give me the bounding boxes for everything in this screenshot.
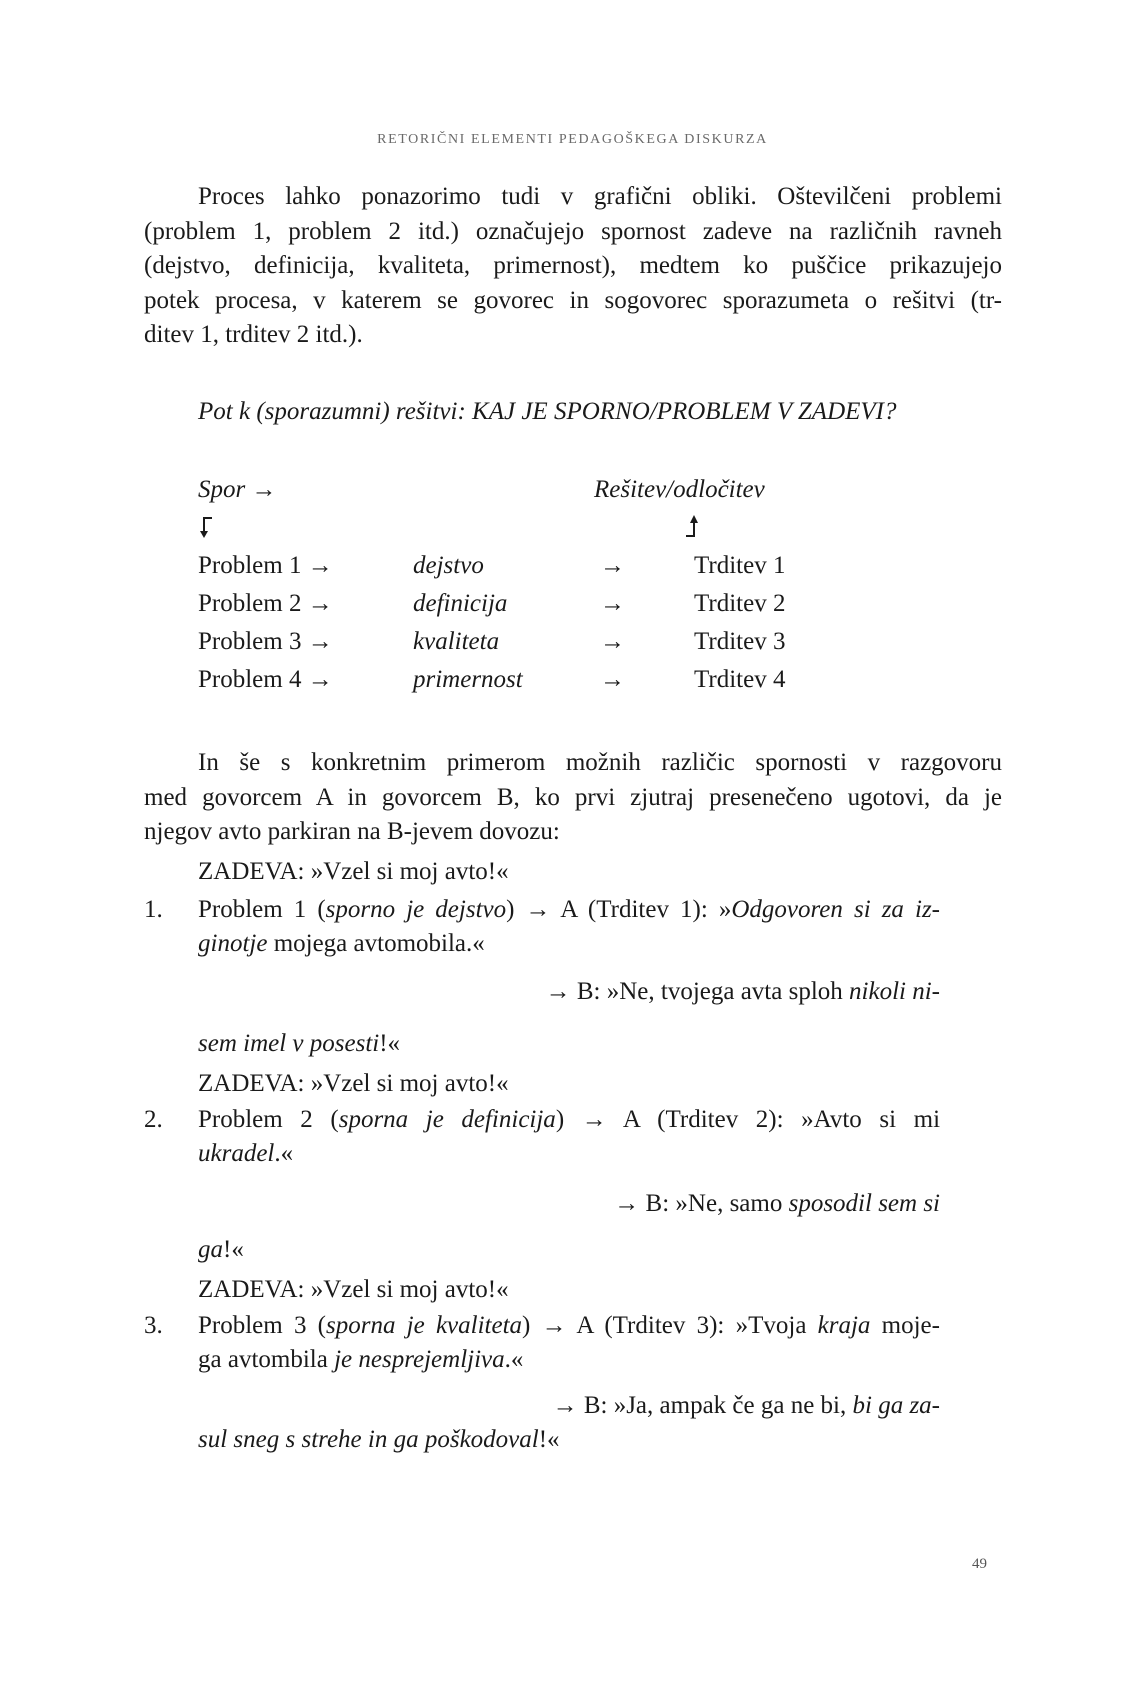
claim-a-line: [198, 1312, 940, 1340]
text-italic: je nesprejemljiva: [334, 1346, 505, 1373]
response-b-line: [614, 1190, 940, 1218]
diagram-problem: Problem 2 →: [198, 590, 333, 617]
diagram-arrow: →: [600, 590, 625, 617]
diagram-level: primernost: [413, 666, 523, 693]
text: .«: [504, 1346, 524, 1373]
diagram-problem: Problem 4 →: [198, 666, 333, 693]
paragraph-line: Proces lahko ponazorimo tudi v grafični obliki. Oštevilčeni problemi: [198, 183, 1002, 210]
diagram-arrow: →: [600, 628, 625, 655]
text: !«: [379, 1030, 401, 1057]
paragraph-line: njegov avto parkiran na B-jevem dovozu:: [144, 818, 560, 845]
text-italic: kraja: [817, 1312, 871, 1339]
text-italic: nikoli ni-: [849, 978, 940, 1005]
text-italic: ukradel: [198, 1140, 275, 1167]
response-b-line: [198, 1236, 244, 1264]
text: Problem 1 (: [198, 896, 326, 923]
text-italic: sposodil sem si: [788, 1190, 940, 1217]
response-b-line: [546, 978, 940, 1006]
paragraph-line: (dejstvo, definicija, kvaliteta, primernost), medtem ko puščice prikazujejo: [144, 252, 1002, 279]
diagram-end-label: Rešitev/odločitev: [594, 476, 765, 503]
response-b-line: [198, 1426, 560, 1454]
claim-a-line: [198, 1140, 293, 1168]
diagram-claim: Trditev 4: [694, 666, 786, 693]
diagram-arrow: →: [600, 666, 625, 693]
text-italic: bi ga za-: [852, 1392, 940, 1419]
text: ) → A (Trditev 1): »: [506, 896, 732, 923]
response-b-line: [198, 1030, 400, 1058]
list-number: 1.: [144, 896, 163, 923]
paragraph-line: med govorcem A in govorcem B, ko prvi zjutraj presenečeno ugotovi, da je: [144, 783, 1002, 811]
case-statement: ZADEVA: »Vzel si moj avto!«: [198, 1070, 509, 1097]
running-header: RETORIČNI ELEMENTI PEDAGOŠKEGA DISKURZA: [377, 132, 768, 147]
paragraph-line: ditev 1, trditev 2 itd.).: [144, 321, 363, 348]
diagram-claim: Trditev 3: [694, 628, 786, 655]
text: .«: [274, 1140, 294, 1167]
up-turn-arrow-icon: [684, 514, 698, 538]
text-italic: ginotje: [198, 930, 268, 957]
claim-a-line: [198, 896, 940, 924]
diagram-level: definicija: [413, 590, 508, 617]
text: Problem 2 (: [198, 1106, 339, 1133]
diagram-claim: Trditev 2: [694, 590, 786, 617]
text: → B: »Ja, ampak če ga ne bi,: [552, 1392, 853, 1419]
text: ) → A (Trditev 2): »Avto si mi: [555, 1106, 941, 1133]
text: moje-: [870, 1312, 940, 1339]
case-statement: ZADEVA: »Vzel si moj avto!«: [198, 1276, 509, 1303]
paragraph-line: potek procesa, v katerem se govorec in sogovorec sporazumeta o rešitvi (tr-: [144, 286, 1002, 314]
text-italic: Odgovoren si za iz-: [731, 896, 940, 923]
response-b-line: [553, 1392, 940, 1420]
diagram-level: kvaliteta: [413, 628, 500, 655]
diagram-claim: Trditev 1: [694, 552, 786, 579]
text: → B: »Ne, samo: [614, 1190, 789, 1217]
text-italic: sporna je definicija: [338, 1106, 556, 1133]
case-statement: ZADEVA: »Vzel si moj avto!«: [198, 858, 509, 885]
list-number: 3.: [144, 1312, 163, 1339]
text: !«: [538, 1426, 560, 1453]
text-italic: sul sneg s strehe in ga poškodoval: [198, 1426, 539, 1453]
text: ) → A (Trditev 3): »Tvoja: [522, 1312, 818, 1339]
diagram-start-label: Spor →: [198, 476, 277, 503]
text-italic: sporna je kvaliteta: [326, 1312, 523, 1339]
diagram-problem: Problem 3 →: [198, 628, 333, 655]
text-italic: sem imel v posesti: [198, 1030, 380, 1057]
text: ga avtombila: [198, 1346, 335, 1373]
text: Problem 3 (: [198, 1312, 326, 1339]
page-number: 49: [972, 1556, 987, 1572]
text: → B: »Ne, tvojega avta sploh: [545, 978, 850, 1005]
text: mojega avtomobila.«: [267, 930, 485, 957]
claim-a-line: [198, 1346, 523, 1374]
diagram-level: dejstvo: [413, 552, 484, 579]
diagram-problem: Problem 1 →: [198, 552, 333, 579]
claim-a-line: [198, 930, 485, 958]
diagram-arrow: →: [600, 552, 625, 579]
paragraph-example-intro: [144, 746, 1002, 850]
claim-a-line: [198, 1106, 940, 1134]
text-italic: sporno je dejstvo: [325, 896, 507, 923]
down-turn-arrow-icon: [200, 516, 214, 538]
text: !«: [223, 1236, 244, 1263]
list-number: 2.: [144, 1106, 163, 1133]
paragraph-line: In še s konkretnim primerom možnih različic spornosti v razgovoru: [198, 749, 1002, 776]
paragraph-line: (problem 1, problem 2 itd.) označujejo spornost zadeve na različnih ravneh: [144, 217, 1002, 245]
paragraph-intro: [144, 180, 1002, 353]
diagram-title: Pot k (sporazumni) rešitvi: KAJ JE SPORNO/PROBLEM V ZADEVI?: [198, 398, 897, 425]
text-italic: ga: [198, 1236, 223, 1263]
